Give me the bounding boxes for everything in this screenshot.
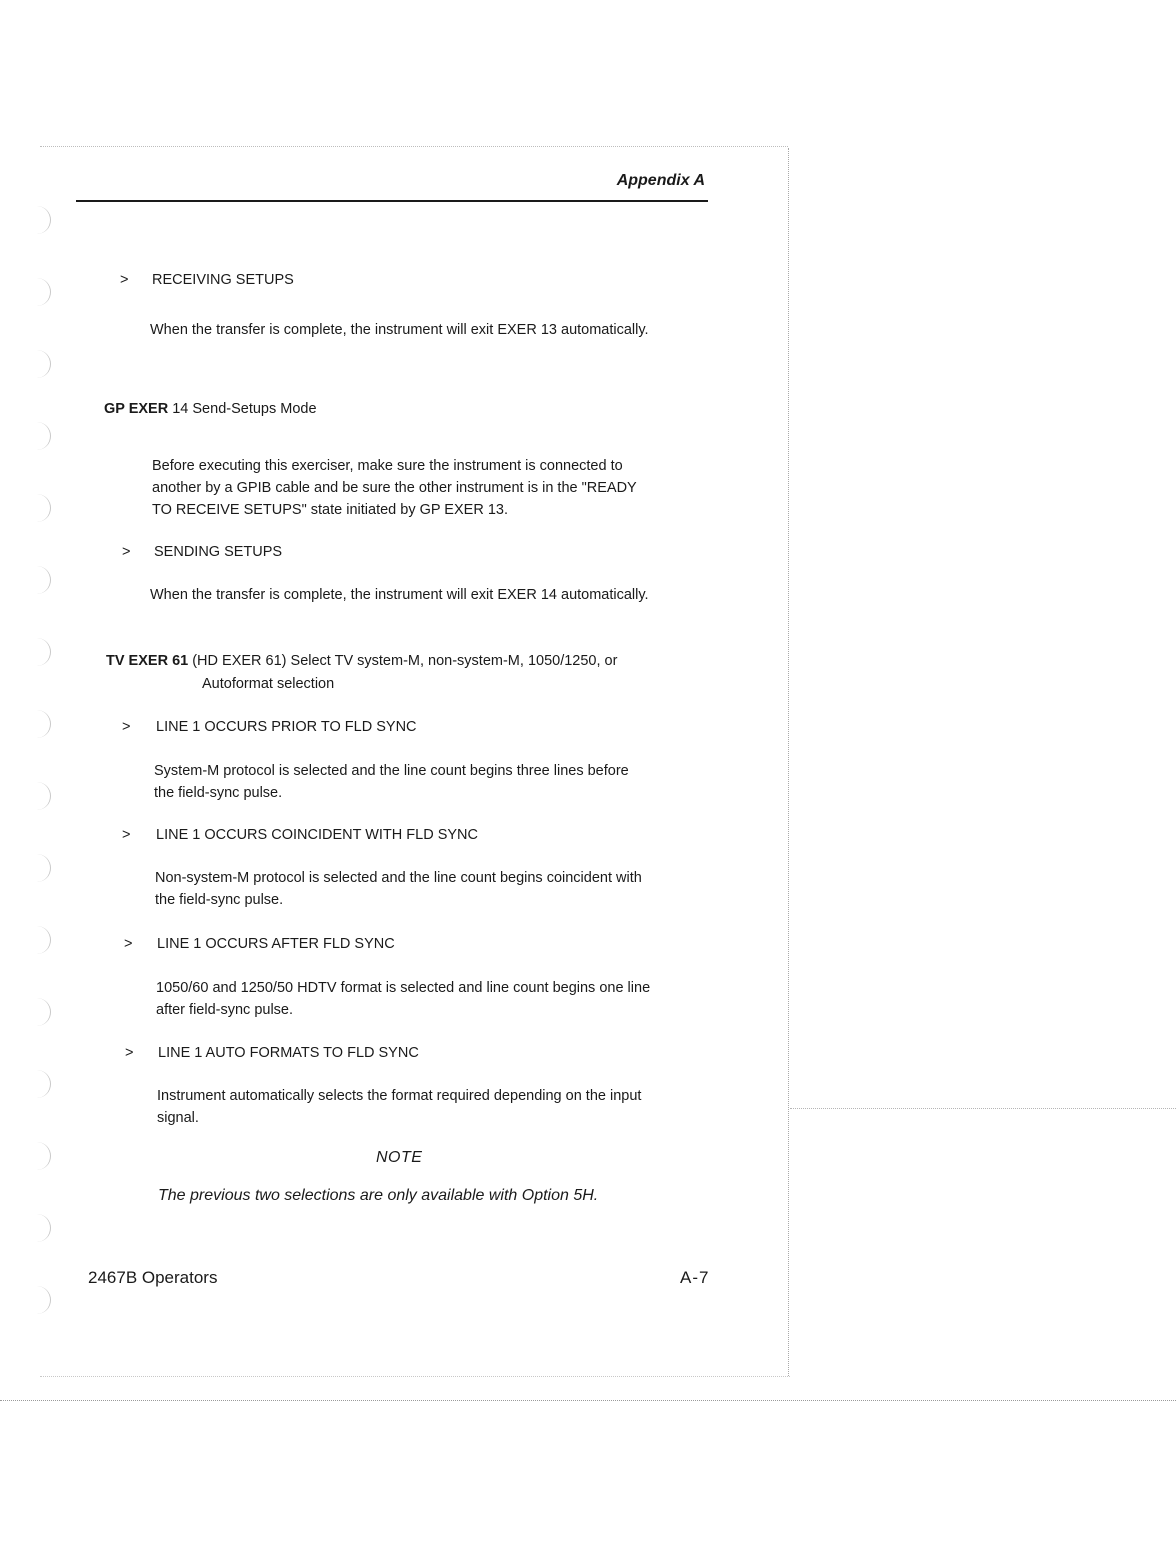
note-heading: NOTE bbox=[376, 1149, 423, 1166]
heading-rest: (HD EXER 61) Select TV system-M, non-system-M, 1050/1250, or bbox=[188, 653, 618, 669]
heading-line-2: Autoformat selection bbox=[202, 676, 335, 692]
binder-hole bbox=[36, 1070, 51, 1098]
heading-rest: 14 Send-Setups Mode bbox=[168, 401, 317, 417]
item-description: signal. bbox=[157, 1110, 199, 1126]
item-line1-after: LINE 1 OCCURS AFTER FLD SYNC bbox=[157, 936, 395, 952]
item-description: the field-sync pulse. bbox=[155, 892, 284, 908]
binder-hole bbox=[36, 998, 51, 1026]
footer-manual-title: 2467B Operators bbox=[88, 1268, 218, 1287]
item-description: after field-sync pulse. bbox=[156, 1002, 294, 1018]
running-head: Appendix A bbox=[616, 172, 705, 189]
section-heading-tv-exer-61 bbox=[106, 650, 617, 672]
binder-hole bbox=[36, 710, 51, 738]
item-marker: > bbox=[125, 1045, 134, 1061]
scan-edge-bottom bbox=[40, 1376, 790, 1377]
item-description: Non-system-M protocol is selected and the line count begins coincident with bbox=[155, 870, 642, 886]
binder-hole bbox=[36, 782, 51, 810]
item-line1-coincident: LINE 1 OCCURS COINCIDENT WITH FLD SYNC bbox=[156, 827, 478, 843]
note-text: The previous two selections are only available with Option 5H. bbox=[158, 1187, 599, 1204]
scan-edge-side bbox=[790, 1108, 1176, 1109]
heading-bold: TV EXER 61 bbox=[106, 653, 189, 669]
binder-hole bbox=[36, 278, 51, 306]
binder-hole bbox=[36, 494, 51, 522]
sending-text: When the transfer is complete, the instrument will exit EXER 14 automatically. bbox=[150, 587, 649, 603]
item-description: 1050/60 and 1250/50 HDTV format is selected and line count begins one line bbox=[156, 980, 651, 996]
binder-hole bbox=[36, 566, 51, 594]
paragraph-line: Before executing this exerciser, make sure the instrument is connected to bbox=[152, 458, 623, 474]
item-marker: > bbox=[122, 719, 131, 735]
scan-edge-right bbox=[788, 148, 789, 1376]
binder-hole bbox=[36, 638, 51, 666]
header-rule bbox=[76, 200, 708, 202]
binder-hole bbox=[36, 1286, 51, 1314]
binder-hole bbox=[36, 926, 51, 954]
paragraph-line: TO RECEIVE SETUPS" state initiated by GP EXER 13. bbox=[152, 502, 508, 518]
item-marker: > bbox=[122, 544, 131, 560]
item-description: Instrument automatically selects the format required depending on the input bbox=[157, 1088, 642, 1104]
item-marker: > bbox=[124, 936, 133, 952]
scan-edge-far bbox=[0, 1400, 1176, 1401]
receiving-text: When the transfer is complete, the instrument will exit EXER 13 automatically. bbox=[150, 322, 649, 338]
item-marker: > bbox=[122, 827, 131, 843]
binder-hole bbox=[36, 350, 51, 378]
item-receiving-setups: RECEIVING SETUPS bbox=[152, 272, 294, 288]
paragraph-line: another by a GPIB cable and be sure the other instrument is in the "READY bbox=[152, 480, 637, 496]
item-description: the field-sync pulse. bbox=[154, 785, 283, 801]
scan-edge-top bbox=[40, 146, 788, 147]
section-heading-gp-exer-14 bbox=[104, 398, 317, 420]
binder-hole bbox=[36, 1214, 51, 1242]
item-description: System-M protocol is selected and the line count begins three lines before bbox=[154, 763, 629, 779]
binder-hole bbox=[36, 854, 51, 882]
binder-hole bbox=[36, 206, 51, 234]
item-marker: > bbox=[120, 272, 129, 288]
item-sending-setups: SENDING SETUPS bbox=[154, 544, 283, 560]
footer-page-number: A-7 bbox=[680, 1268, 710, 1287]
item-line1-prior: LINE 1 OCCURS PRIOR TO FLD SYNC bbox=[156, 719, 417, 735]
binder-hole bbox=[36, 422, 51, 450]
binder-hole bbox=[36, 1142, 51, 1170]
item-line1-auto: LINE 1 AUTO FORMATS TO FLD SYNC bbox=[158, 1045, 419, 1061]
heading-bold: GP EXER bbox=[104, 401, 169, 417]
